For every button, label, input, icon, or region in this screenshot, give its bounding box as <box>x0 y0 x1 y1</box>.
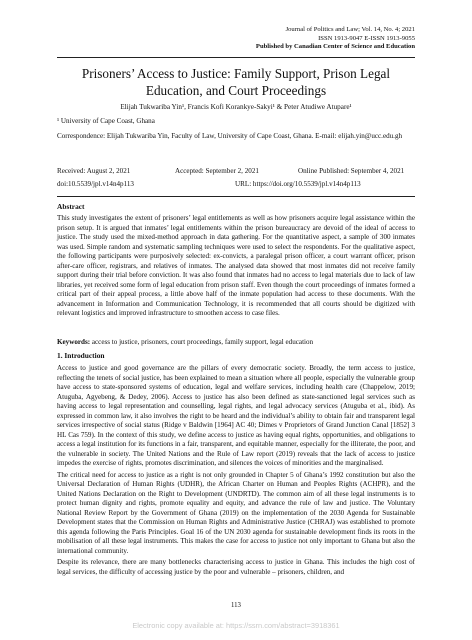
keywords-list: access to justice, prisoners, court proceedings, family support, legal education <box>90 338 314 346</box>
doi-row <box>57 180 415 190</box>
introduction-heading: 1. Introduction <box>57 351 105 360</box>
introduction-paragraph-3: Despite its relevance, there are many bottlenecks characterising access to justice in Ghana. This includes the high cost of legal services, the difficulty of accessing justice by the poor and vulnerable – prisoners, children, and <box>57 558 415 576</box>
keywords-line <box>57 338 415 348</box>
keywords <box>57 338 415 348</box>
header-rule <box>57 57 415 58</box>
paper-title: Prisoners’ Access to Justice: Family Support, Prison Legal Education, and Court Proceedings <box>81 66 391 98</box>
accepted-date: Accepted: September 2, 2021 <box>175 167 259 175</box>
page-number: 113 <box>231 602 241 609</box>
doi: doi:10.5539/jpl.v14n4p113 <box>57 180 134 188</box>
abstract-heading: Abstract <box>57 202 85 211</box>
journal-issn: ISSN 1913-9047 E-ISSN 1913-9055 <box>318 34 415 42</box>
introduction-paragraph-2: The critical need for access to justice as a right is not only grounded in Chapter 5 of Ghana’s 1992 constitution but also the Universal Declaration of Human Rights (UDHR), the African Charter on Human and Peoples Rights (ACHPR), and the United Nations Declaration on the Right to Development (UNDRTD). The common aim of all these legal instruments is to protect human dignity and rights, promote equality and equity, and advance the rule of law and justice. The Voluntary National Review Report by the Government of Ghana (2019) on the implementation of the 2030 Agenda for Sustainable Development states that the Commission on Human Rights and Administrative Justice (CHRAJ) was established to promote this agenda following the Paris Principles. Goal 16 of the UN 2030 agenda for sustainable development finds its roots in the mobilisation of all these legal instruments. This makes the case for access to justice not only important to Ghana but also the international community. <box>57 470 415 555</box>
author-list: Elijah Tukwariba Yin¹, Francis Kofi Korankye-Sakyi¹ & Peter Atudiwe Atupare¹ <box>120 103 352 111</box>
abstract-text <box>57 214 415 319</box>
introduction-body <box>57 364 415 577</box>
introduction-paragraph-1: Access to justice and good governance are the pillars of every democratic society. Broadly, the term access to justice, reflecting the tenets of social justice, has been explained to mean a situation where all people, especially the vulnerable group have access to state-sponsored systems of education, legal and welfare services, including health care (Chappelow, 2019; Atuguba, Agyebeng, & Dedey, 2006). Access to justice has also been defined as state-sanctioned legal services such as having access to legal representation and counselling, legal rights, and legal advocacy services (Atuguba et al., ibid). As expressed in common law, it also involves the right to be heard and the individual’s ability to obtain fair and transparent legal services irrespective of social status (Ridge v Baldwin [1964] AC 40; Dimes v Proprietors of Grand Junction Canal [1852] 3 HL Cas 759). In the context of this study, we define access to justice as having equal rights, opportunities, and obligations to access a legal institution for its functions in a fair, transparent, and equitable manner, especially for the illiterate, the poor, and the vulnerable in society. The United Nations and the Rule of Law report (2019) reveals that the lack of access to justice impedes the exercise of rights, promotes discrimination, and silences the voices of minorities and the marginalised. <box>57 364 415 467</box>
journal-citation: Journal of Politics and Law; Vol. 14, No. 4; 2021 <box>285 26 415 33</box>
publication-dates-row <box>57 167 415 177</box>
ssrn-watermark: Electronic copy available at: https://ssrn.com/abstract=3918361 <box>132 621 340 630</box>
affiliation: ¹ University of Cape Coast, Ghana <box>57 117 155 125</box>
online-date: Online Published: September 4, 2021 <box>298 167 405 175</box>
doi-url-link[interactable]: URL: https://doi.org/10.5539/jpl.v14n4p113 <box>235 180 361 188</box>
abstract-paragraph: This study investigates the extent of prisoners’ legal entitlements as well as how prisoners acquire legal assistance within the prison setup. It is argued that inmates’ legal entitlements within the prison bureaucracy are devoid of the ideal of access to justice. The study used the mixed-method approach in data gathering. For the quantitative aspect, a sample of 300 inmates was used. Simple random and systematic sampling techniques were used to select the respondents. For the qualitative aspect, the following participants were purposively selected: ex-convicts, a paralegal prison officer, a court warrant officer, prison after-care officer, registrars, and relatives of inmates. The analysed data showed that most inmates did not receive family support during their trial before conviction. It was also found that inmates had no access to legal materials due to lack of law libraries, yet received some form of legal education from prison staff. Even though the court proceedings of inmates formed a critical part of their appeal process, a little above half of the inmate population had access to these documents. With the advancement in Information and Communication Technology, it is recommended that all courts should be digitized with relevant logistics and improved infrastructure to smoothen access to case files. <box>57 214 415 317</box>
correspondence: Correspondence: Elijah Tukwariba Yin, Faculty of Law, University of Cape Coast, Ghana. E-mail: elijah.yin@ucc.edu.gh <box>57 132 403 140</box>
journal-header <box>256 26 415 52</box>
received-date: Received: August 2, 2021 <box>57 167 131 175</box>
abstract-rule <box>57 196 415 197</box>
keywords-label: Keywords: <box>57 338 91 346</box>
journal-publisher: Published by Canadian Center of Science and Education <box>255 43 415 51</box>
